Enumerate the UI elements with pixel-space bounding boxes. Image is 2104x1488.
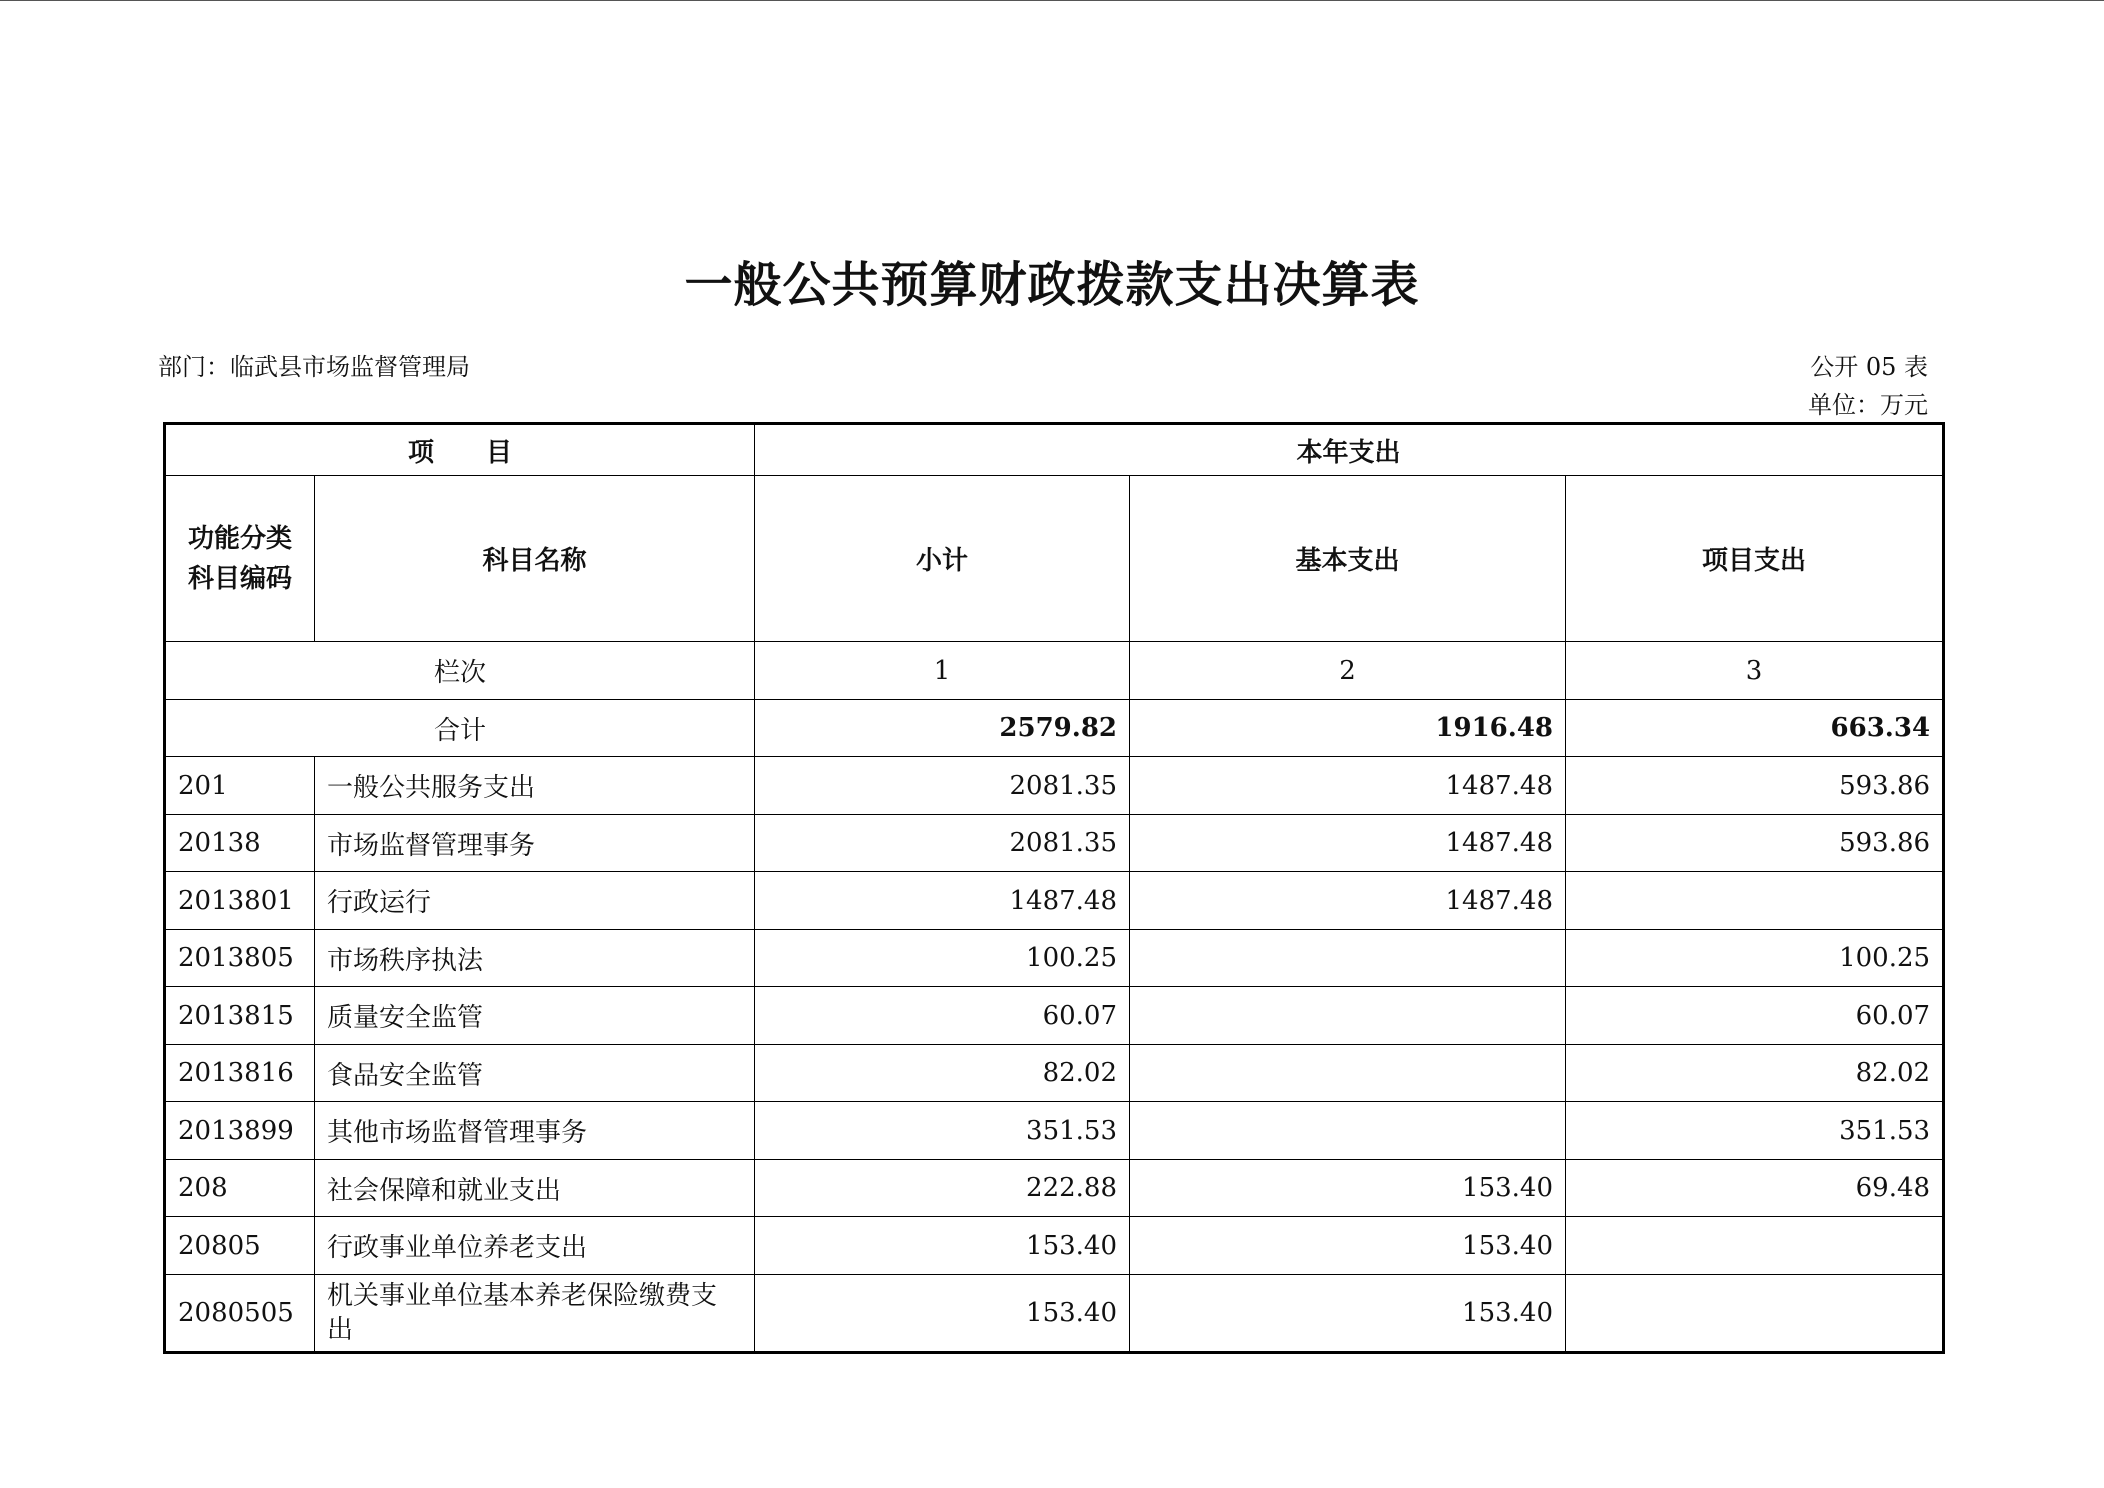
table-row <box>165 1217 1944 1275</box>
column-number-2: 2 <box>1130 642 1566 700</box>
row-name: 市场监督管理事务 <box>315 815 755 872</box>
unit-label: 单位：万元 <box>1808 391 1928 419</box>
row-code: 201 <box>165 757 315 815</box>
row-basic: 153.40 <box>1130 1217 1566 1275</box>
row-name: 行政运行 <box>315 872 755 930</box>
column-number-1: 1 <box>755 642 1130 700</box>
table-row <box>165 757 1944 815</box>
row-name: 质量安全监管 <box>315 987 755 1045</box>
row-code: 2013899 <box>165 1102 315 1160</box>
table-row <box>165 987 1944 1045</box>
column-number-label: 栏次 <box>165 642 755 700</box>
header-subject-name: 科目名称 <box>315 476 755 642</box>
row-project: 82.02 <box>1566 1045 1944 1102</box>
table-row <box>165 815 1944 872</box>
header-code-line2: 科目编码 <box>187 563 292 594</box>
row-project: 100.25 <box>1566 930 1944 987</box>
table-row <box>165 1275 1944 1353</box>
form-number: 公开 05 表 <box>1810 353 1928 381</box>
row-code: 2080505 <box>165 1275 315 1353</box>
row-project: 351.53 <box>1566 1102 1944 1160</box>
row-subtotal: 100.25 <box>755 930 1130 987</box>
row-code: 20805 <box>165 1217 315 1275</box>
row-name: 食品安全监管 <box>315 1045 755 1102</box>
row-name: 行政事业单位养老支出 <box>315 1217 755 1275</box>
row-code: 2013816 <box>165 1045 315 1102</box>
report-title: 一般公共预算财政拨款支出决算表 <box>684 257 1420 313</box>
header-project: 项目支出 <box>1566 476 1944 642</box>
row-basic <box>1130 987 1566 1045</box>
total-project: 663.34 <box>1566 700 1944 757</box>
row-name: 市场秩序执法 <box>315 930 755 987</box>
row-project <box>1566 1217 1944 1275</box>
header-code-line1: 功能分类 <box>187 523 292 554</box>
table-row <box>165 1045 1944 1102</box>
row-basic: 153.40 <box>1130 1275 1566 1353</box>
row-subtotal: 1487.48 <box>755 872 1130 930</box>
row-basic: 1487.48 <box>1130 815 1566 872</box>
row-basic: 1487.48 <box>1130 757 1566 815</box>
row-subtotal: 2081.35 <box>755 757 1130 815</box>
table-row <box>165 872 1944 930</box>
row-basic <box>1130 1045 1566 1102</box>
total-label: 合计 <box>165 700 755 757</box>
header-row-top <box>165 424 1944 476</box>
row-subtotal: 351.53 <box>755 1102 1130 1160</box>
table-row <box>165 1160 1944 1217</box>
row-code: 208 <box>165 1160 315 1217</box>
row-code: 2013805 <box>165 930 315 987</box>
header-subtotal: 小计 <box>755 476 1130 642</box>
row-subtotal: 222.88 <box>755 1160 1130 1217</box>
row-name: 其他市场监督管理事务 <box>315 1102 755 1160</box>
top-border-line <box>0 0 2104 1</box>
header-item: 项 目 <box>165 424 755 476</box>
header-current-year: 本年支出 <box>755 424 1944 476</box>
row-subtotal: 153.40 <box>755 1217 1130 1275</box>
row-project: 60.07 <box>1566 987 1944 1045</box>
header-row-columns <box>165 476 1944 642</box>
header-code <box>165 476 315 642</box>
row-basic: 153.40 <box>1130 1160 1566 1217</box>
header-basic: 基本支出 <box>1130 476 1566 642</box>
total-basic: 1916.48 <box>1130 700 1566 757</box>
row-subtotal: 82.02 <box>755 1045 1130 1102</box>
row-code: 2013801 <box>165 872 315 930</box>
expenditure-table <box>163 422 1945 1354</box>
column-number-row <box>165 642 1944 700</box>
column-number-3: 3 <box>1566 642 1944 700</box>
total-subtotal: 2579.82 <box>755 700 1130 757</box>
row-basic <box>1130 930 1566 987</box>
table-row <box>165 1102 1944 1160</box>
row-project <box>1566 1275 1944 1353</box>
row-code: 2013815 <box>165 987 315 1045</box>
row-subtotal: 60.07 <box>755 987 1130 1045</box>
row-basic: 1487.48 <box>1130 872 1566 930</box>
department-label: 部门：临武县市场监督管理局 <box>158 353 470 381</box>
row-project <box>1566 872 1944 930</box>
row-project: 593.86 <box>1566 815 1944 872</box>
row-subtotal: 153.40 <box>755 1275 1130 1353</box>
row-name: 机关事业单位基本养老保险缴费支出 <box>315 1275 755 1353</box>
row-name: 社会保障和就业支出 <box>315 1160 755 1217</box>
total-row <box>165 700 1944 757</box>
row-project: 593.86 <box>1566 757 1944 815</box>
row-subtotal: 2081.35 <box>755 815 1130 872</box>
row-basic <box>1130 1102 1566 1160</box>
row-project: 69.48 <box>1566 1160 1944 1217</box>
row-name: 一般公共服务支出 <box>315 757 755 815</box>
table-row <box>165 930 1944 987</box>
row-code: 20138 <box>165 815 315 872</box>
